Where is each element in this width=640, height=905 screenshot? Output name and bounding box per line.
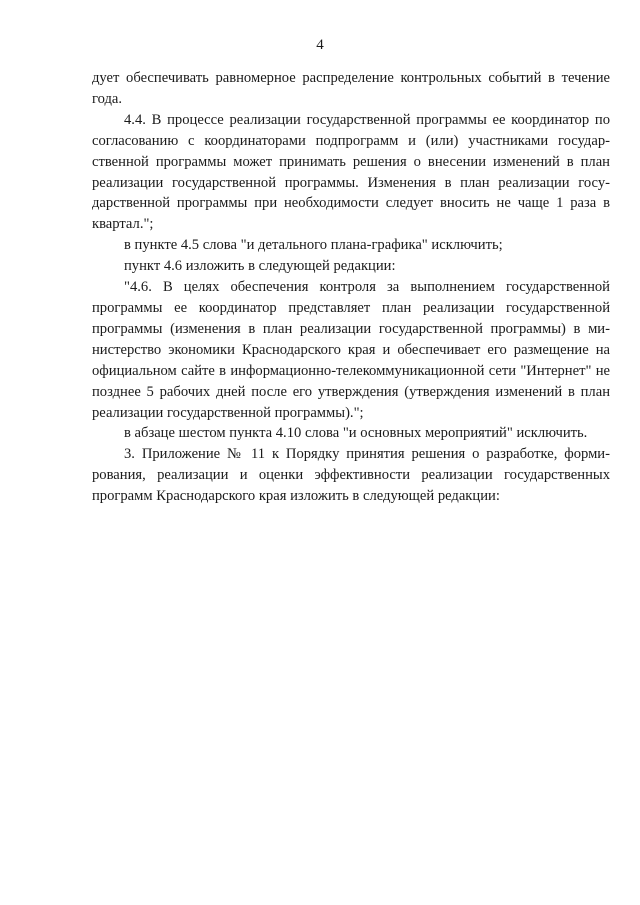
paragraph-clause-4-5-amendment: в пункте 4.5 слова "и детального плана-графика" исключить; bbox=[124, 237, 503, 254]
paragraph-item-3: 3. Приложение № 11 к Порядку принятия решения о разработке, формирования, реализации и оценки эффективности реализации государственных программ Краснодарского края изложить в следующей редакции: bbox=[92, 446, 610, 505]
paragraph-clause-4-10-amendment: в абзаце шестом пункта 4.10 слова "и основных мероприятий" исключить. bbox=[124, 425, 588, 442]
paragraph-clause-4-6-intro: пункт 4.6 изложить в следующей редакции: bbox=[124, 258, 396, 275]
paragraph-clause-4-4: 4.4. В процессе реализации государственной программы ее координатор по согласованию с координаторами подпрограмм и (или) участниками государственной программы может принимать решения о внесении изменений в план реализации государственной программы. Изменения в план реализации государственной программы при необходимости следует вносить не чаще 1 раза в квартал."; bbox=[92, 111, 610, 233]
page-number: 4 bbox=[316, 37, 324, 53]
document-body bbox=[92, 68, 610, 507]
paragraph-continuation: дует обеспечивать равномерное распределение контрольных событий в течение года. bbox=[92, 70, 610, 107]
paragraph-clause-4-6: "4.6. В целях обеспечения контроля за выполнением государственной программы ее координатор представляет план реализации государственной программы (изменения в план реализации государственной программы) в министерство экономики Краснодарского края и обеспечивает его размещение на официальном сайте в информационно-телекоммуникационной сети "Интернет" не позднее 5 рабочих дней после его утверждения (утверждения изменений в план реализации государственной программы)."; bbox=[92, 279, 610, 421]
